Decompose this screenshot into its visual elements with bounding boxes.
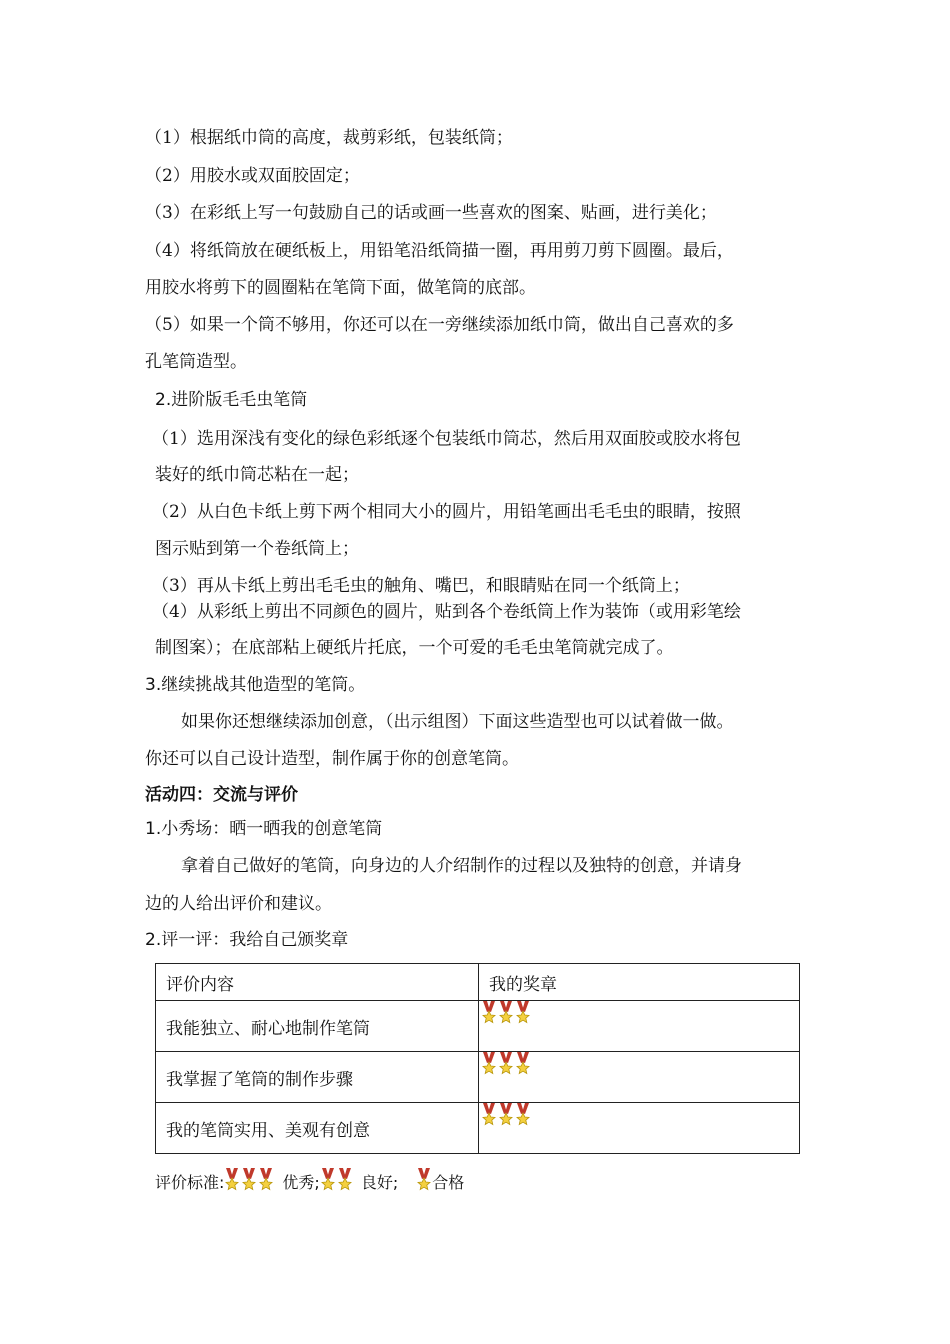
basic-step-3: （3）在彩纸上写一句鼓励自己的话或画一些喜欢的图案、贴画，进行美化； <box>145 203 717 223</box>
medal-icon <box>258 1168 274 1194</box>
medal-icon <box>481 1052 497 1078</box>
table-row <box>156 1001 800 1052</box>
medal-icon <box>498 1052 514 1078</box>
evaluation-criteria <box>155 1168 464 1194</box>
basic-step-5: （5）如果一个筒不够用，你还可以在一旁继续添加纸巾筒，做出自己喜欢的多 <box>145 315 734 335</box>
row-content: 我掌握了笔筒的制作步骤 <box>156 1052 479 1103</box>
medal-group <box>320 1168 353 1194</box>
medal-icon <box>481 1001 497 1027</box>
basic-step-1: （1）根据纸巾筒的高度，裁剪彩纸，包装纸筒； <box>145 128 513 148</box>
row-content: 我能独立、耐心地制作笔筒 <box>156 1001 479 1052</box>
criteria-good: 良好; <box>360 1172 399 1192</box>
medal-group <box>481 1001 531 1027</box>
row-content: 我的笔筒实用、美观有创意 <box>156 1103 479 1154</box>
medal-group <box>416 1168 432 1194</box>
medal-group <box>481 1103 531 1129</box>
header-medals: 我的奖章 <box>479 964 800 1001</box>
header-content: 评价内容 <box>156 964 479 1001</box>
medal-icon <box>224 1168 240 1194</box>
section3-body-2: 你还可以自己设计造型，制作属于你的创意笔筒。 <box>145 749 519 769</box>
adv-step-4-cont: 制图案）；在底部粘上硬纸片托底，一个可爱的毛毛虫笔筒就完成了。 <box>155 638 674 658</box>
rate-title: 2.评一评：我给自己颁奖章 <box>145 930 349 950</box>
basic-step-5-cont: 孔笔筒造型。 <box>145 352 247 372</box>
activity4-title: 活动四：交流与评价 <box>145 785 298 805</box>
adv-step-1-cont: 装好的纸巾筒芯粘在一起； <box>155 465 359 485</box>
criteria-pass: 合格 <box>432 1172 465 1192</box>
adv-step-2-cont: 图示贴到第一个卷纸筒上； <box>155 539 359 559</box>
medal-icon <box>320 1168 336 1194</box>
adv-step-2: （2）从白色卡纸上剪下两个相同大小的圆片，用铅笔画出毛毛虫的眼睛，按照 <box>152 502 741 522</box>
medal-icon <box>337 1168 353 1194</box>
medal-icon <box>515 1052 531 1078</box>
section3-title: 3.继续挑战其他造型的笔筒。 <box>145 675 366 695</box>
adv-step-3: （3）再从卡纸上剪出毛毛虫的触角、嘴巴，和眼睛贴在同一个纸筒上； <box>152 576 690 596</box>
section2-title: 2.进阶版毛毛虫笔筒 <box>155 390 308 410</box>
show-body-2: 边的人给出评价和建议。 <box>145 894 332 914</box>
table-row <box>156 1103 800 1154</box>
criteria-excellent: 优秀; <box>282 1172 320 1192</box>
medal-icon <box>498 1001 514 1027</box>
section3-body-1: 如果你还想继续添加创意，（出示组图）下面这些造型也可以试着做一做。 <box>181 712 734 732</box>
table-header-row <box>156 964 800 1001</box>
row-medals <box>479 1052 800 1103</box>
medal-icon <box>481 1103 497 1129</box>
criteria-label: 评价标准: <box>155 1172 225 1192</box>
basic-step-4-cont: 用胶水将剪下的圆圈粘在笔筒下面，做笔筒的底部。 <box>145 278 536 298</box>
evaluation-table <box>155 963 800 1154</box>
basic-step-4: （4）将纸筒放在硬纸板上，用铅笔沿纸筒描一圈，再用剪刀剪下圆圈。最后， <box>145 241 734 261</box>
medal-icon <box>416 1168 432 1194</box>
medal-icon <box>498 1103 514 1129</box>
medal-icon <box>515 1103 531 1129</box>
table-row <box>156 1052 800 1103</box>
basic-step-2: （2）用胶水或双面胶固定； <box>145 166 360 186</box>
show-title: 1.小秀场：晒一晒我的创意笔筒 <box>145 819 383 839</box>
row-medals <box>479 1001 800 1052</box>
adv-step-4: （4）从彩纸上剪出不同颜色的圆片，贴到各个卷纸筒上作为装饰（或用彩笔绘 <box>152 602 741 622</box>
show-body-1: 拿着自己做好的笔筒，向身边的人介绍制作的过程以及独特的创意，并请身 <box>181 856 742 876</box>
medal-icon <box>515 1001 531 1027</box>
medal-group <box>481 1052 531 1078</box>
row-medals <box>479 1103 800 1154</box>
adv-step-1: （1）选用深浅有变化的绿色彩纸逐个包装纸巾筒芯，然后用双面胶或胶水将包 <box>152 429 741 449</box>
medal-group <box>224 1168 274 1194</box>
medal-icon <box>241 1168 257 1194</box>
